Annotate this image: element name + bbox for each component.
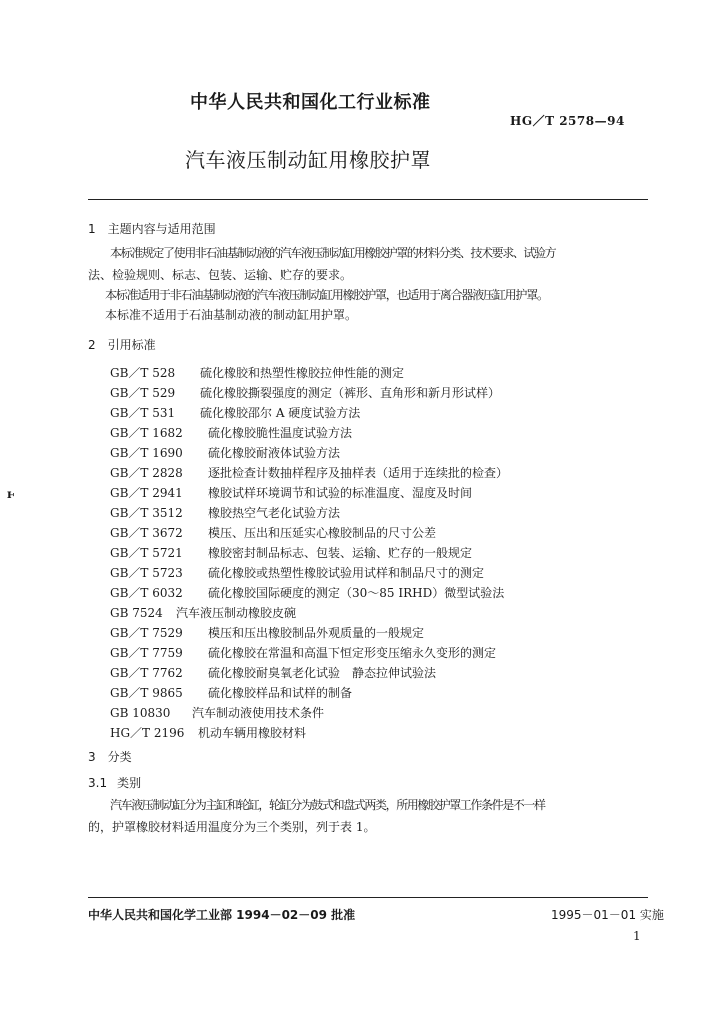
ref-title: 硫化橡胶或热塑性橡胶试验用试样和制品尺寸的测定 xyxy=(208,566,485,580)
section-3-heading xyxy=(88,748,132,765)
ref-code: GB／T 1682 xyxy=(110,426,183,440)
ref-title: 机动车辆用橡胶材料 xyxy=(198,726,307,740)
ref-item xyxy=(110,622,424,641)
ref-code: HG／T 2196 xyxy=(110,726,185,740)
section-1-heading xyxy=(88,220,216,237)
section-3-line-2: 的，护罩橡胶材料适用温度分为三个类别，列于表 1。 xyxy=(88,820,376,834)
margin-mark: ⱶ xyxy=(7,487,15,501)
ref-code: GB／T 5723 xyxy=(110,566,183,580)
ref-item xyxy=(110,442,340,461)
ref-title: 硫化橡胶撕裂强度的测定（裤形、直角形和新月形试样） xyxy=(200,386,501,400)
ref-title: 逐批检查计数抽样程序及抽样表（适用于连续批的检查） xyxy=(208,466,509,480)
ref-title: 硫化橡胶耐液体试验方法 xyxy=(208,446,341,460)
approval-line: 中华人民共和国化学工业部 1994－02－09 批准 xyxy=(88,908,356,922)
ref-code: GB／T 7529 xyxy=(110,626,183,640)
ref-code: GB／T 6032 xyxy=(110,586,183,600)
document-title: 汽车液压制动缸用橡胶护罩 xyxy=(185,148,431,172)
section-1-line-2: 法、检验规则、标志、包装、运输、贮存的要求。 xyxy=(88,268,353,282)
ref-code: GB／T 5721 xyxy=(110,546,183,560)
ref-code: GB／T 7762 xyxy=(110,666,183,680)
ref-code: GB／T 3512 xyxy=(110,506,183,520)
ref-item xyxy=(110,542,472,561)
ref-code: GB／T 531 xyxy=(110,406,176,420)
ref-code: GB／T 9865 xyxy=(110,686,183,700)
ref-title: 硫化橡胶和热塑性橡胶拉伸性能的测定 xyxy=(200,366,405,380)
ref-item xyxy=(110,422,352,441)
ref-item xyxy=(110,362,404,381)
section-1-line-3: 本标准适用于非石油基制动液的汽车液压制动缸用橡胶护罩，也适用于离合器液压缸用护罩。 xyxy=(105,288,548,302)
ref-item xyxy=(110,662,436,681)
ref-item xyxy=(110,702,324,721)
ref-title: 硫化橡胶在常温和高温下恒定形变压缩永久变形的测定 xyxy=(208,646,497,660)
section-1-line-1: 本标准规定了使用非石油基制动液的汽车液压制动缸用橡胶护罩的材料分类、技术要求、试验方 xyxy=(110,246,556,260)
section-3-1-number: 3.1 xyxy=(88,776,108,790)
implementation-date: 1995－01－01 实施 xyxy=(551,908,664,922)
ref-code: GB／T 528 xyxy=(110,366,176,380)
ref-code: GB／T 7759 xyxy=(110,646,183,660)
bottom-divider xyxy=(88,897,648,898)
section-3-1-title: 类别 xyxy=(117,776,142,790)
ref-code: GB／T 529 xyxy=(110,386,176,400)
ref-item xyxy=(110,682,352,701)
ref-title: 汽车液压制动橡胶皮碗 xyxy=(176,606,297,620)
section-2-heading xyxy=(88,336,156,353)
ref-code: GB 7524 xyxy=(110,606,163,620)
ref-item xyxy=(110,642,496,661)
ref-title: 橡胶热空气老化试验方法 xyxy=(208,506,341,520)
section-3-1-heading xyxy=(88,774,141,791)
ref-title: 硫化橡胶国际硬度的测定（30～85 IRHD）微型试验法 xyxy=(208,586,505,600)
ref-code: GB 10830 xyxy=(110,706,171,720)
ref-title: 汽车制动液使用技术条件 xyxy=(192,706,325,720)
section-1-number: 1 xyxy=(88,222,96,236)
standard-number: HG／T 2578—94 xyxy=(510,114,625,128)
page-number: 1 xyxy=(633,929,641,943)
section-3-title: 分类 xyxy=(107,750,132,764)
ref-title: 硫化橡胶邵尔 A 硬度试验方法 xyxy=(200,406,361,420)
ref-code: GB／T 3672 xyxy=(110,526,183,540)
ref-item xyxy=(110,562,484,581)
section-3-number: 3 xyxy=(88,750,96,764)
section-2-number: 2 xyxy=(88,338,96,352)
ref-title: 橡胶密封制品标志、包装、运输、贮存的一般规定 xyxy=(208,546,473,560)
ref-item xyxy=(110,522,436,541)
ref-item xyxy=(110,502,340,521)
ref-title: 硫化橡胶样品和试样的制备 xyxy=(208,686,353,700)
ref-title: 模压和压出橡胶制品外观质量的一般规定 xyxy=(208,626,425,640)
standard-title: 中华人民共和国化工行业标准 xyxy=(190,92,431,113)
ref-code: GB／T 2941 xyxy=(110,486,183,500)
ref-code: GB／T 1690 xyxy=(110,446,183,460)
ref-item xyxy=(110,582,504,601)
section-1-title: 主题内容与适用范围 xyxy=(107,222,216,236)
ref-item xyxy=(110,602,296,621)
ref-item xyxy=(110,462,508,481)
ref-item xyxy=(110,402,360,421)
section-3-line-1: 汽车液压制动缸分为主缸和轮缸，轮缸分为鼓式和盘式两类，所用橡胶护罩工作条件是不一样 xyxy=(110,798,545,812)
ref-title: 模压、压出和压延实心橡胶制品的尺寸公差 xyxy=(208,526,437,540)
top-divider xyxy=(88,199,648,200)
ref-title: 橡胶试样环境调节和试验的标准温度、湿度及时间 xyxy=(208,486,473,500)
ref-item xyxy=(110,722,306,741)
ref-code: GB／T 2828 xyxy=(110,466,183,480)
ref-title: 硫化橡胶脆性温度试验方法 xyxy=(208,426,353,440)
ref-item xyxy=(110,382,500,401)
section-2-title: 引用标准 xyxy=(107,338,156,352)
section-1-line-4: 本标准不适用于石油基制动液的制动缸用护罩。 xyxy=(105,308,358,322)
ref-title: 硫化橡胶耐臭氧老化试验 静态拉伸试验法 xyxy=(208,666,437,680)
ref-item xyxy=(110,482,472,501)
